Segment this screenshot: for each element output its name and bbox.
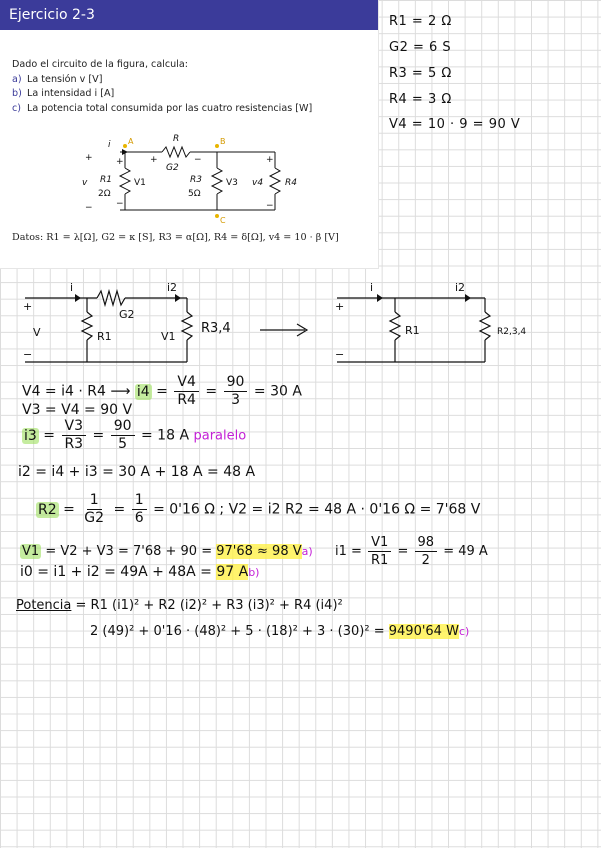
statement-item-c: [12, 102, 372, 117]
node-c-label: C: [220, 216, 226, 225]
equals: =: [205, 383, 218, 400]
node-b-label: B: [220, 137, 226, 146]
given-r4: R4 = 3 Ω: [389, 92, 452, 107]
numerator: V4: [174, 374, 198, 392]
exercise-title: Ejercicio 2-3: [0, 0, 378, 30]
denominator: R3: [64, 436, 84, 452]
sketch-right-plus: +: [335, 300, 345, 313]
sketch-right-r1: R1: [405, 324, 420, 337]
power-expression: 2 (49)² + 0'16 · (48)² + 5 · (18)² + 3 · (30)² =: [90, 624, 385, 639]
solution-line-7: [20, 564, 259, 580]
numerator: 90: [111, 418, 135, 436]
data-line: Datos: R1 = λ[Ω], G2 = κ [S], R3 = α[Ω], R4 = δ[Ω], v4 = 10 · β [V]: [12, 232, 339, 243]
denominator: 5: [118, 436, 128, 452]
sketch-left-i: i: [70, 281, 74, 294]
node-c-dot: [215, 214, 219, 218]
label-plus-g2: +: [150, 155, 158, 165]
sketch-left-r34: R3,4: [201, 321, 231, 336]
paralelo-note: paralelo: [193, 428, 247, 444]
i0-expression: i0 = i1 + i2 = 49A + 48A =: [20, 564, 212, 580]
item-letter: a): [12, 73, 22, 85]
result-i1: = 49 A: [443, 544, 488, 559]
denominator: R1: [371, 553, 389, 568]
v1-highlight: V1: [22, 544, 40, 559]
hw-v3-label: V3: [226, 178, 238, 188]
given-v4: V4 = 10 · 9 = 90 V: [389, 117, 521, 132]
denominator: 3: [231, 392, 240, 408]
answer-tag-b: b): [248, 566, 260, 579]
sketch-left-plus: +: [23, 300, 33, 313]
label-minus-r1: −: [116, 199, 124, 209]
result-i3: = 18 A: [141, 427, 190, 444]
equals: =: [92, 427, 105, 444]
numerator: V1: [368, 534, 391, 552]
equals: =: [63, 501, 75, 518]
item-letter: b): [12, 88, 22, 99]
equals: =: [156, 383, 168, 400]
label-v4: v4: [252, 178, 264, 188]
exercise-card: [0, 0, 379, 269]
i0-result-highlight: 97 A: [216, 564, 249, 580]
v1-result-highlight: 97'68 ≈ 98 V: [216, 544, 302, 559]
item-text: La intensidad i [A]: [27, 88, 115, 99]
result-i4: = 30 A: [253, 383, 302, 400]
r2-highlight: R2: [38, 501, 57, 518]
numerator: 98: [415, 534, 438, 552]
node-b-dot: [215, 144, 219, 148]
denominator: R4: [177, 392, 196, 408]
label-minus-v: −: [85, 203, 93, 213]
label-G2: G2: [166, 163, 179, 173]
label-minus-r4: −: [266, 201, 274, 211]
statement-intro: Dado el circuito de la figura, calcula:: [12, 59, 188, 70]
numerator: 1: [87, 492, 102, 510]
fraction-v4-r4: [174, 374, 199, 409]
i3-highlight: i3: [24, 427, 37, 444]
label-plus-r1: +: [116, 157, 124, 167]
sketch-right-i: i: [370, 281, 374, 294]
hw-r1-value: 2Ω: [98, 189, 111, 199]
separator: ;: [219, 501, 225, 518]
given-r3: R3 = 5 Ω: [389, 66, 452, 81]
sketch-left-g2: G2: [119, 308, 135, 321]
solution-line-4: i2 = i4 + i3 = 30 A + 18 A = 48 A: [18, 464, 256, 480]
sketch-left-minus: −: [23, 348, 33, 361]
eq-v4: V4 = i4 · R4: [22, 383, 106, 400]
node-a-dot: [123, 144, 127, 148]
denominator: G2: [84, 510, 105, 526]
label-R4: R4: [285, 178, 297, 188]
result-r2: = 0'16 Ω: [153, 501, 215, 518]
given-r1: R1 = 2 Ω: [389, 14, 452, 29]
potencia-label: Potencia: [16, 598, 72, 613]
equivalent-circuit-sketch: [15, 280, 527, 372]
arrow-symbol: ⟶: [110, 383, 131, 400]
exercise-statement: [12, 58, 372, 116]
fraction-1-6: [132, 492, 147, 527]
power-result-highlight: 9490'64 W: [388, 624, 459, 639]
solution-line-6: V1 = V2 + V3 = 7'68 + 90 = 97'68 ≈ 98 Va) i1 = $\frac{V1}{R1}$ = $\frac{98}{2}$ = 49 A: [22, 535, 488, 568]
v2-equation: V2 = i2 R2 = 48 A · 0'16 Ω = 7'68 V: [228, 501, 481, 518]
sketch-right-r234: R2,3,4: [497, 327, 527, 337]
label-minus-g2: −: [194, 155, 202, 165]
item-text: La tensión v [V]: [27, 73, 103, 85]
hw-v1-label: V1: [134, 178, 146, 188]
numerator: 1: [132, 492, 147, 510]
solution-line-9: [90, 624, 469, 639]
sketch-left-i2: i2: [167, 281, 178, 294]
label-R1: R1: [100, 175, 112, 185]
equals: =: [43, 427, 55, 444]
fraction-v1-r1: [368, 534, 391, 569]
sketch-left-v: V: [33, 326, 41, 339]
fraction-90-3: [224, 374, 248, 409]
sketch-left-r1: R1: [97, 330, 112, 343]
i4-highlight: i4: [136, 383, 150, 400]
label-plus-r4: +: [266, 155, 274, 165]
equals: =: [113, 501, 126, 518]
sketch-right-i2: i2: [455, 281, 466, 294]
solution-line-2: V3 = V4 = 90 V: [22, 402, 133, 418]
solution-line-5: [36, 492, 480, 527]
power-formula: = R1 (i1)² + R2 (i2)² + R3 (i3)² + R4 (i4)²: [75, 598, 343, 613]
label-R: R: [173, 134, 180, 144]
answer-tag-a: a): [301, 545, 313, 558]
sketch-left-v1: V1: [161, 330, 176, 343]
label-R3: R3: [190, 175, 202, 185]
i1-label: i1 =: [334, 544, 362, 559]
fraction-v3-r3: [61, 418, 86, 453]
denominator: 6: [134, 510, 144, 526]
label-plus-v: +: [85, 153, 93, 163]
hw-r3-value: 5Ω: [188, 189, 201, 199]
sketch-right-minus: −: [335, 348, 345, 361]
numerator: V3: [62, 418, 86, 436]
fraction-90-5: [111, 418, 135, 453]
label-i: i: [108, 140, 111, 150]
circuit-figure: [80, 130, 320, 225]
solution-line-8: [16, 598, 343, 613]
item-text: La potencia total consumida por las cuatro resistencias [W]: [27, 102, 313, 114]
v1-expression: = V2 + V3 = 7'68 + 90 =: [45, 544, 213, 559]
node-a-label: A: [128, 137, 134, 146]
statement-item-b: [12, 87, 372, 102]
label-v: v: [82, 178, 88, 188]
given-g2: G2 = 6 S: [389, 40, 452, 55]
fraction-98-2: [415, 534, 438, 569]
numerator: 90: [224, 374, 248, 392]
denominator: 2: [421, 553, 430, 568]
solution-line-3: [22, 418, 246, 453]
fraction-1-g2: [81, 492, 107, 527]
item-letter: c): [12, 102, 22, 114]
statement-item-a: [12, 73, 372, 88]
answer-tag-c: c): [458, 625, 470, 638]
